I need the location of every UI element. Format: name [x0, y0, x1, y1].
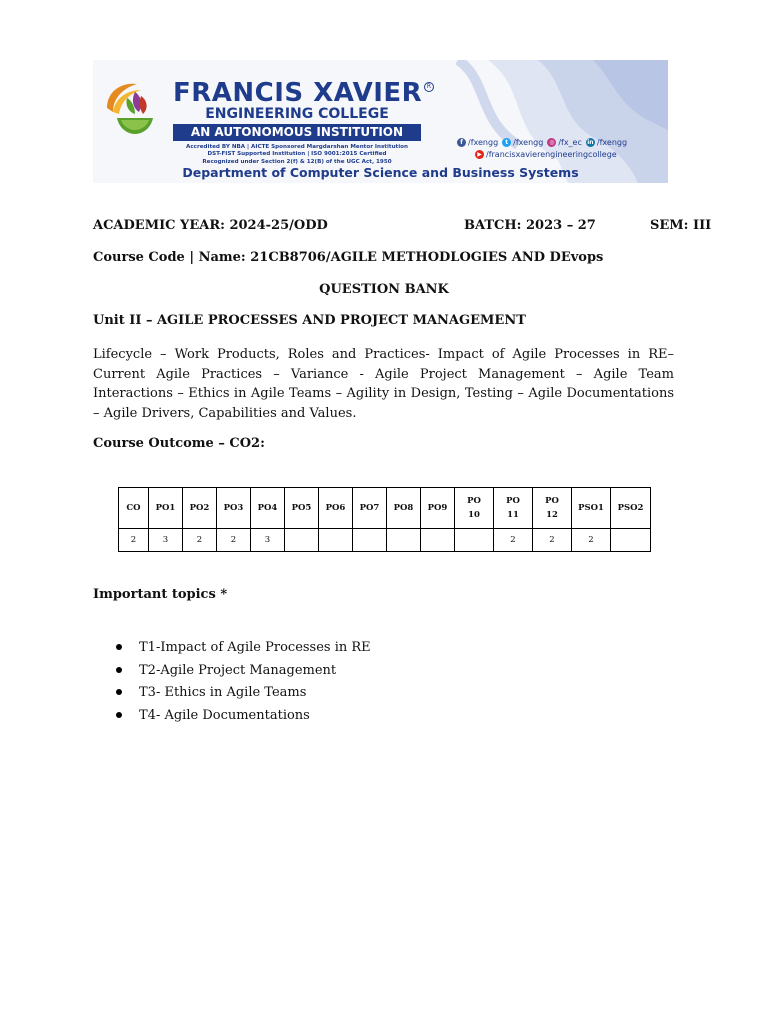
table-cell: 2: [494, 529, 533, 552]
table-cell: [285, 529, 319, 552]
table-cell: 2: [572, 529, 611, 552]
table-header-cell: PO3: [217, 488, 251, 529]
social-handle: /francisxavierengineeringcollege: [486, 149, 617, 159]
table-header-cell: PO2: [183, 488, 217, 529]
course-code-name: Course Code | Name: 21CB8706/AGILE METHODLOGIES AND DEvops: [93, 250, 604, 265]
table-header-cell: PO5: [285, 488, 319, 529]
twitter-icon: t: [502, 138, 511, 147]
document-title: QUESTION BANK: [319, 282, 449, 297]
table-header-cell: PO9: [421, 488, 455, 529]
table-cell: [421, 529, 455, 552]
table-cell: 3: [149, 529, 183, 552]
important-topics-list: [93, 638, 371, 729]
table-header-cell: PSO2: [611, 488, 651, 529]
list-item: T4- Agile Documentations: [93, 706, 371, 729]
autonomous-tagline: AN AUTONOMOUS INSTITUTION: [173, 124, 421, 141]
social-handle: /fxengg: [596, 137, 628, 147]
youtube-icon: ▶: [475, 150, 484, 159]
facebook-icon: f: [457, 138, 466, 147]
department-name: Department of Computer Science and Business Systems: [182, 165, 579, 180]
accreditation-line: Accredited BY NBA | AICTE Sponsored Margdarshan Mentor Institution: [186, 144, 408, 150]
social-youtube[interactable]: [475, 150, 617, 159]
college-name: FRANCIS XAVIER: [173, 78, 423, 108]
academic-year: ACADEMIC YEAR: 2024-25/ODD: [93, 218, 328, 233]
linkedin-icon: in: [587, 138, 594, 146]
social-row: [457, 148, 662, 160]
social-row: [457, 136, 662, 148]
table-cell: 3: [251, 529, 285, 552]
accreditation-line: Recognized under Section 2(f) & 12(B) of the UGC Act, 1950: [202, 158, 392, 165]
unit-syllabus: Lifecycle – Work Products, Roles and Practices- Impact of Agile Processes in RE–Current Agile Practices – Variance - Agile Project Management – Agile Team Interactions – Ethics in Agile Teams – Agility in Design, Testing – Agile Documentations – Agile Drivers, Capabilities and Values.: [93, 347, 674, 421]
table-cell: [455, 529, 494, 552]
college-logo-icon: [101, 78, 167, 140]
social-links: [457, 136, 662, 160]
accreditation-text: [173, 144, 421, 166]
table-header-cell: PSO1: [572, 488, 611, 529]
batch: BATCH: 2023 – 27: [464, 218, 596, 233]
unit-title: Unit II – AGILE PROCESSES AND PROJECT MANAGEMENT: [93, 313, 526, 328]
college-banner: [93, 60, 668, 183]
social-facebook[interactable]: [457, 138, 498, 147]
table-header-cell: PO 12: [533, 488, 572, 529]
accreditation-line: DST-FIST Supported Institution | ISO 9001:2015 Certified: [207, 151, 387, 158]
instagram-icon: ◎: [549, 138, 555, 146]
table-cell: [319, 529, 353, 552]
table-header-cell: PO8: [387, 488, 421, 529]
table-cell: [611, 529, 651, 552]
social-instagram[interactable]: [547, 138, 582, 147]
table-header-cell: PO4: [251, 488, 285, 529]
table-cell: 2: [533, 529, 572, 552]
list-item: T3- Ethics in Agile Teams: [93, 683, 371, 706]
registered-mark-icon: R: [424, 82, 434, 92]
social-handle: /fxengg: [468, 137, 499, 147]
social-handle: /fxengg: [513, 137, 544, 147]
table-row: [119, 529, 651, 552]
table-header-cell: PO 11: [494, 488, 533, 529]
college-subtitle: ENGINEERING COLLEGE: [205, 106, 389, 122]
list-item: T1-Impact of Agile Processes in RE: [93, 638, 371, 661]
table-cell: 2: [183, 529, 217, 552]
table-header-cell: PO1: [149, 488, 183, 529]
table-cell: [353, 529, 387, 552]
semester: SEM: III: [650, 218, 712, 233]
table-cell: 2: [217, 529, 251, 552]
course-outcome-title: Course Outcome – CO2:: [93, 436, 265, 451]
table-cell: [387, 529, 421, 552]
co-po-mapping-table: [118, 487, 651, 552]
social-handle: /fx_ec: [558, 137, 582, 147]
important-topics-title: Important topics *: [93, 587, 228, 602]
table-header-row: [119, 488, 651, 529]
table-header-cell: PO7: [353, 488, 387, 529]
table-cell: 2: [119, 529, 149, 552]
table-header-cell: PO 10: [455, 488, 494, 529]
table-header-cell: PO6: [319, 488, 353, 529]
table-header-cell: CO: [119, 488, 149, 529]
social-twitter[interactable]: [502, 138, 543, 147]
list-item: T2-Agile Project Management: [93, 661, 371, 684]
social-linkedin[interactable]: [586, 138, 627, 147]
